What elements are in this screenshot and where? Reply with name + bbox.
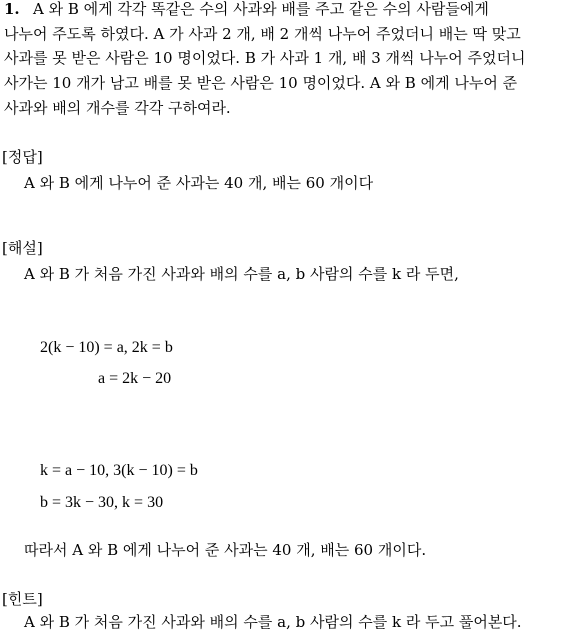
equation-2: a = 2k − 20 [98, 370, 172, 387]
solution-intro: A 와 B 가 처음 가진 사과와 배의 수를 a, b 사람의 수를 k 라 두면, [24, 265, 459, 283]
hint-label: [힌트] [2, 590, 43, 608]
problem-line-5: 사과와 배의 개수를 각각 구하여라. [4, 99, 231, 117]
solution-conclusion: 따라서 A 와 B 에게 나누어 준 사과는 40 개, 배는 60 개이다. [24, 541, 427, 559]
solution-label: [해설] [2, 239, 43, 257]
answer-text: A 와 B 에게 나누어 준 사과는 40 개, 배는 60 개이다 [24, 174, 374, 192]
problem-line-4: 사가는 10 개가 남고 배를 못 받은 사람은 10 명이었다. A 와 B 에게 나누어 준 [4, 74, 518, 92]
answer-label: [정답] [2, 148, 43, 166]
problem-line-2: 나누어 주도록 하였다. A 가 사과 2 개, 배 2 개씩 나누어 주었더니 배는 딱 맞고 [4, 25, 521, 43]
equation-4: b = 3k − 30, k = 30 [40, 494, 164, 511]
problem-line-1: A 와 B 에게 각각 똑같은 수의 사과와 배를 주고 같은 수의 사람들에게 [33, 0, 489, 18]
hint-text: A 와 B 가 처음 가진 사과와 배의 수를 a, b 사람의 수를 k 라 두고 풀어본다. [24, 613, 522, 631]
equation-1: 2(k − 10) = a, 2k = b [40, 339, 173, 356]
equation-3: k = a − 10, 3(k − 10) = b [40, 462, 198, 479]
problem-line-3: 사과를 못 받은 사람은 10 명이었다. B 가 사과 1 개, 배 3 개씩 나누어 주었더니 [4, 49, 526, 67]
problem-number: 1. [4, 0, 20, 18]
